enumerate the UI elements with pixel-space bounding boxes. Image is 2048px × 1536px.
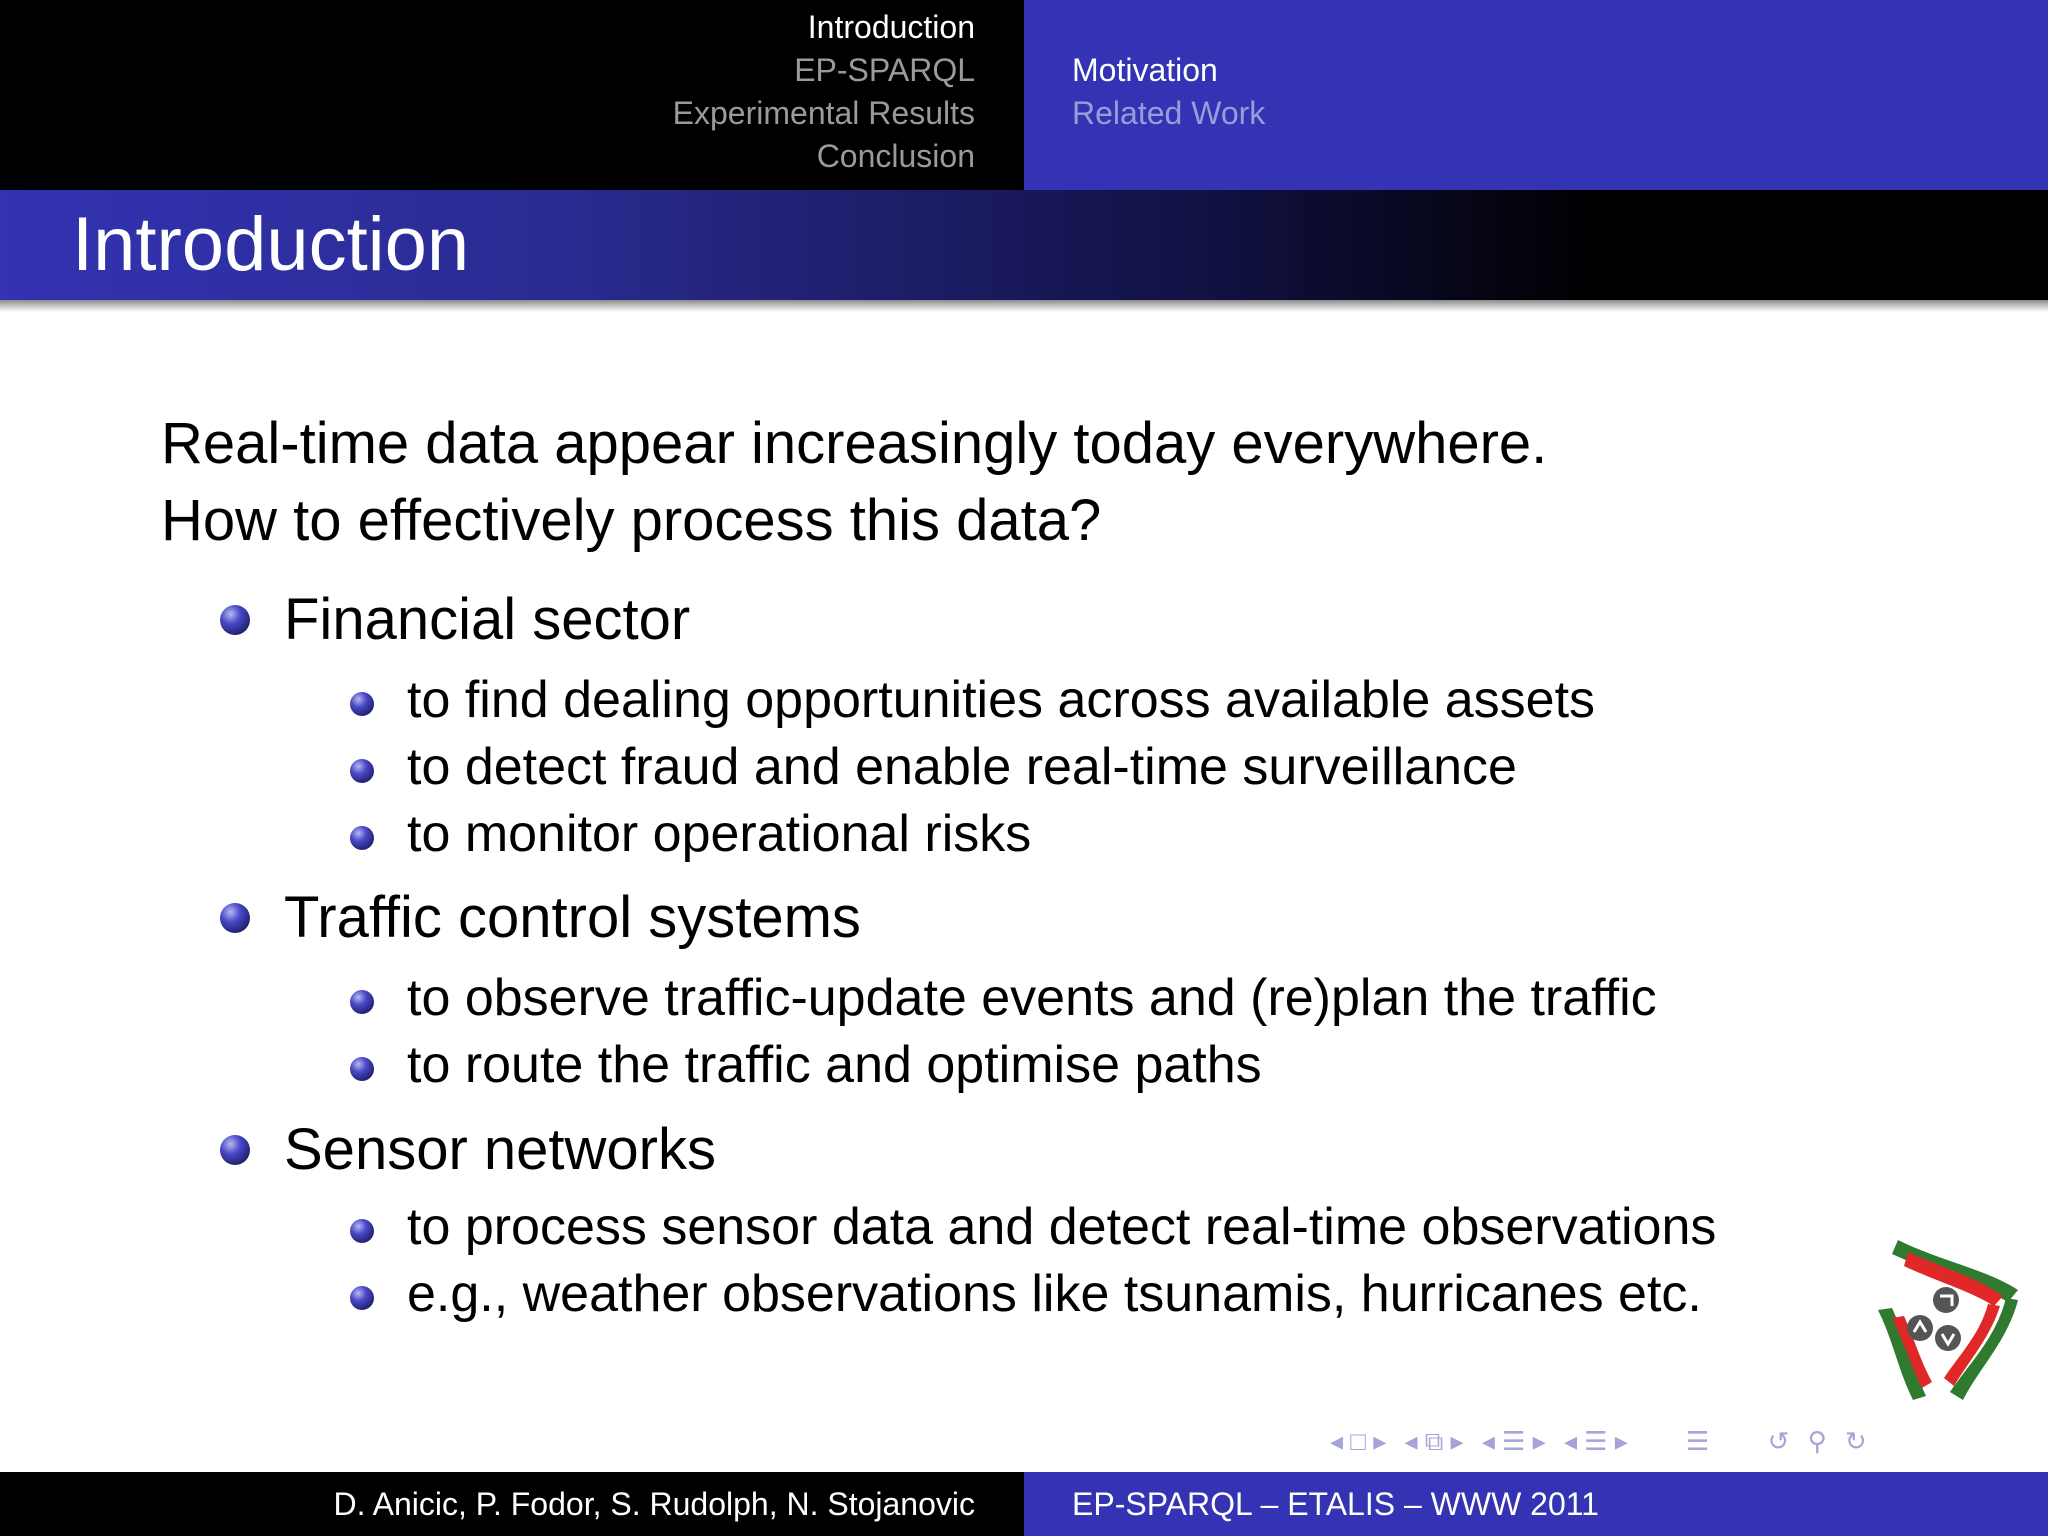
search-icon[interactable]: ⚲ — [1807, 1426, 1827, 1456]
bullet-icon — [220, 1135, 250, 1165]
section-link-experimental-results[interactable]: Experimental Results — [672, 95, 975, 131]
undo-icon[interactable]: ↺ — [1767, 1426, 1790, 1456]
logo-node — [1907, 1315, 1933, 1341]
subsection-icon[interactable]: ◂ ☰ ▸ — [1481, 1426, 1546, 1456]
section-link-introduction[interactable]: Introduction — [807, 9, 975, 45]
intro-text — [161, 405, 1547, 559]
sub-bullet-icon — [350, 826, 374, 850]
etalis-logo — [1868, 1230, 2028, 1410]
subsection-link-motivation[interactable]: Motivation — [1072, 52, 1218, 88]
header-section-nav — [0, 0, 1024, 190]
sub-bullet-icon — [350, 1057, 374, 1081]
toc-icon[interactable]: ☰ — [1686, 1426, 1710, 1456]
page-title: Introduction — [72, 202, 470, 287]
list-subitem: e.g., weather observations like tsunamis, hurricanes etc. — [407, 1265, 1702, 1323]
list-subitem: to detect fraud and enable real-time surveillance — [407, 738, 1517, 796]
footer-talk-bar — [1024, 1472, 2048, 1536]
section-icon[interactable]: ◂ ☰ ▸ — [1563, 1426, 1628, 1456]
frame-icon[interactable]: ◂ ⧉ ▸ — [1404, 1426, 1464, 1456]
sub-bullet-icon — [350, 692, 374, 716]
bullet-icon — [220, 605, 250, 635]
redo-icon[interactable]: ↻ — [1844, 1426, 1867, 1456]
sub-bullet-icon — [350, 1219, 374, 1243]
list-item-sensor-networks: Sensor networks — [284, 1117, 716, 1182]
list-subitem: to monitor operational risks — [407, 805, 1032, 863]
first-slide-icon[interactable]: ◂ □ ▸ — [1330, 1426, 1387, 1456]
section-link-conclusion[interactable]: Conclusion — [816, 138, 975, 174]
footer-authors: D. Anicic, P. Fodor, S. Rudolph, N. Stojanovic — [333, 1486, 975, 1522]
sub-bullet-icon — [350, 1286, 374, 1310]
section-link-ep-sparql[interactable]: EP-SPARQL — [794, 52, 975, 88]
sub-bullet-icon — [350, 759, 374, 783]
subsection-link-related-work[interactable]: Related Work — [1072, 95, 1266, 131]
logo-node — [1933, 1287, 1959, 1313]
list-subitem: to observe traffic-update events and (re)plan the traffic — [407, 969, 1657, 1027]
sub-bullet-icon — [350, 990, 374, 1014]
header-subsection-nav — [1024, 0, 2048, 190]
logo-node — [1935, 1325, 1961, 1351]
footer-talk-title: EP-SPARQL – ETALIS – WWW 2011 — [1072, 1486, 1599, 1522]
list-item-financial-sector: Financial sector — [284, 587, 691, 652]
bullet-icon — [220, 903, 250, 933]
title-bar-shadow — [0, 300, 2048, 312]
footer-authors-bar — [0, 1472, 1024, 1536]
navigation-symbols — [1330, 1425, 1878, 1457]
intro-line: How to effectively process this data? — [161, 488, 1102, 553]
list-subitem: to find dealing opportunities across available assets — [407, 671, 1596, 729]
subsection-list — [1072, 49, 1265, 135]
list-subitem: to process sensor data and detect real-time observations — [407, 1198, 1717, 1256]
list-subitem: to route the traffic and optimise paths — [407, 1036, 1262, 1094]
intro-line: Real-time data appear increasingly today everywhere. — [161, 411, 1548, 476]
list-item-traffic-control: Traffic control systems — [284, 885, 861, 950]
section-list — [673, 6, 975, 178]
logo-green-arc — [1950, 1298, 2018, 1400]
